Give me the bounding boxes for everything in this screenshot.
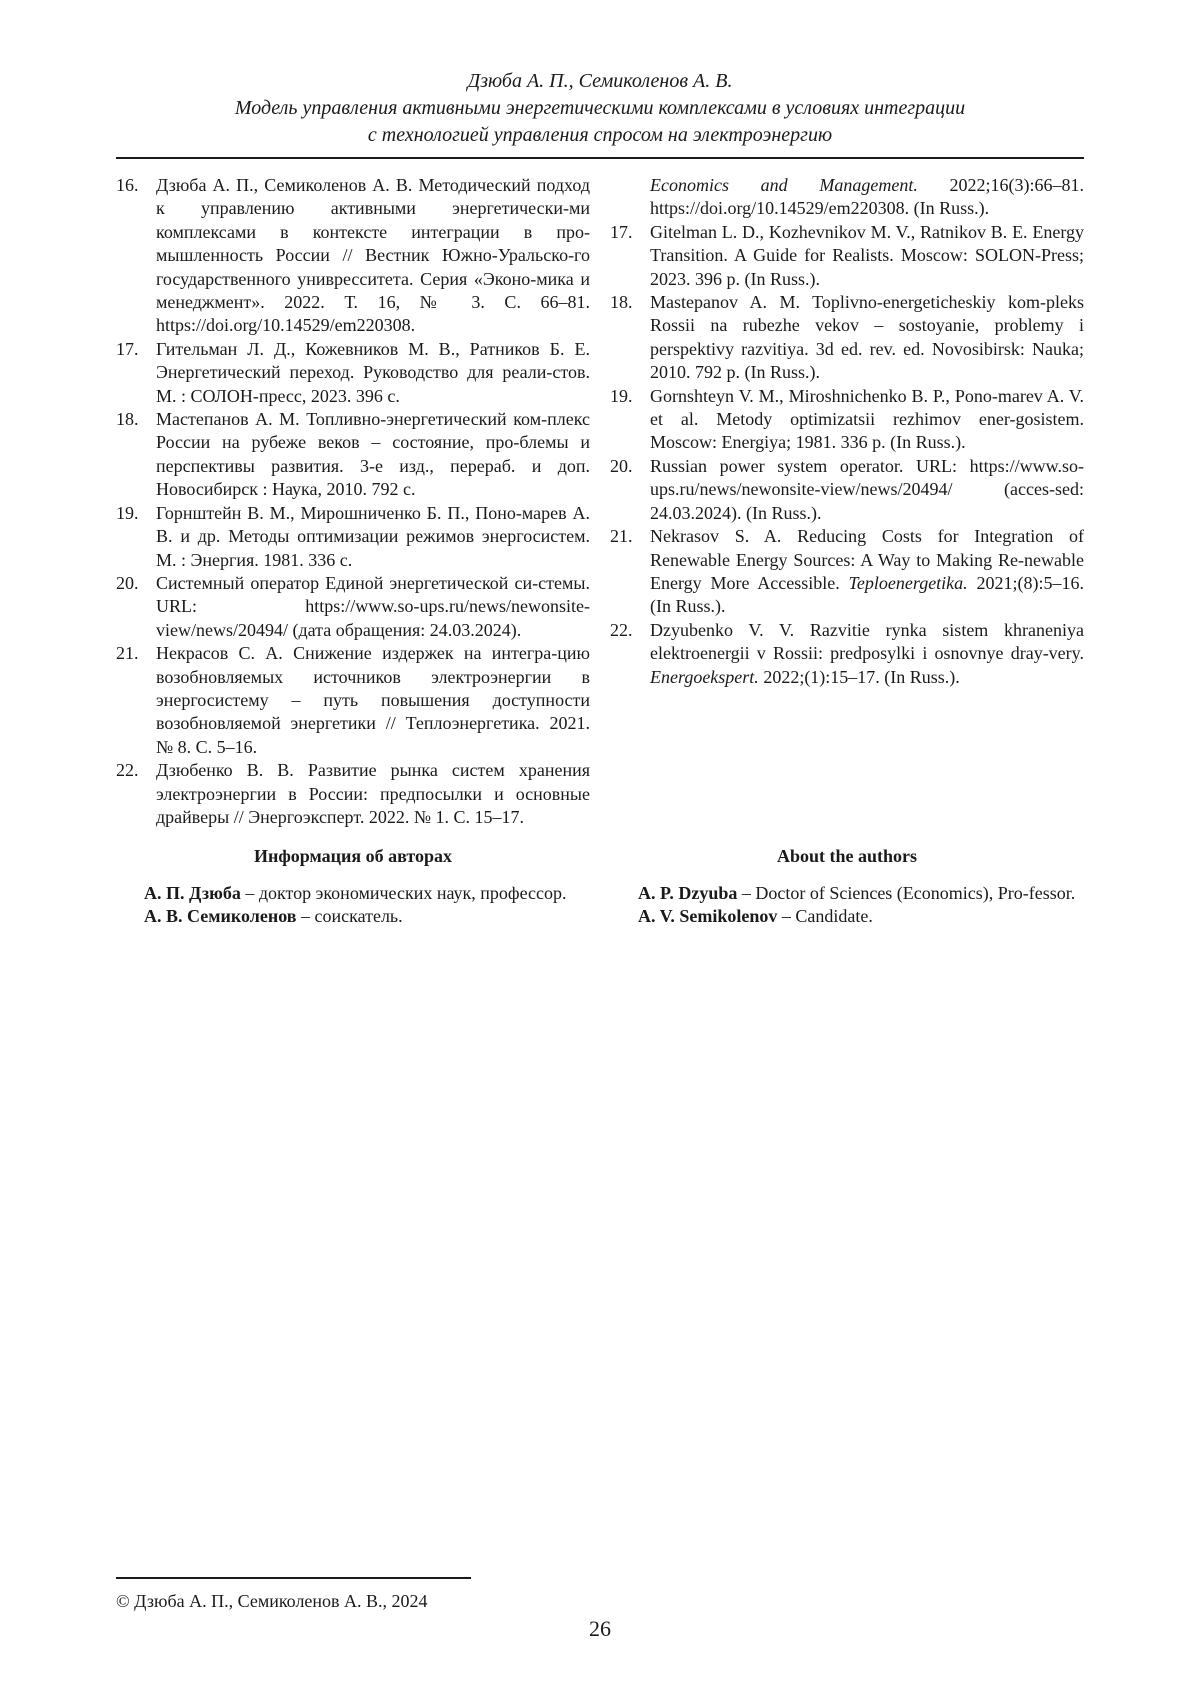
journal-title: Energoekspert. (650, 666, 759, 687)
reference-text-part: 2021;(8):5–16. (In Russ.). (650, 572, 1084, 617)
author-description: – соискатель. (296, 906, 403, 927)
header-title-line1: Модель управления активными энергетическими комплексами в условиях интеграции (234, 97, 966, 119)
reference-text: Mastepanov A. M. Toplivno-energeticheskiy kom-pleks Rossii na rubezhe vekov – sostoyanie, problemy i perspektivy razvitiya. 3d ed. rev. ed. Novosibirsk: Nauka; 2010. 792 p. (In Russ.). (650, 292, 1084, 383)
author-name: А. П. Дзюба (144, 883, 241, 903)
author-entry (610, 882, 1084, 905)
footnote-divider (116, 1577, 471, 1579)
reference-item (116, 642, 590, 759)
reference-text-part: Dzyubenko V. V. Razvitie rynka sistem khraneniya elektroenergii v Rossii: predposylki i osnovnye dray-very. (650, 619, 1084, 664)
header-authors: Дзюба А. П., Семиколенов А. В. (467, 70, 733, 92)
reference-text: Дзюба А. П., Семиколенов А. В. Методический подход к управлению активными энергетически-ми комплексами в контексте интеграции в про-мышленность России // Вестник Южно-Уральско-го государственного унивресситета. Серия «Эконо-мика и менеджмент». 2022. Т. 16, № 3. С. 66–81. https://doi.org/10.14529/em220308. (156, 175, 590, 336)
reference-text: Некрасов С. А. Снижение издержек на интегра-цию возобновляемых источников электроэнергии в энергосистему – путь повышения доступности возобновляемой энергетики // Теплоэнергетика. 2021. № 8. С. 5–16. (156, 643, 590, 757)
reference-item (116, 408, 590, 502)
header-divider (116, 157, 1084, 159)
reference-number: 21. (610, 526, 633, 547)
reference-number: 17. (116, 338, 139, 359)
reference-item (610, 221, 1084, 291)
author-name: A. V. Semikolenov (638, 906, 778, 927)
reference-text (650, 525, 1084, 619)
journal-title: Teploenergetika. (848, 572, 968, 593)
reference-number: 22. (116, 760, 139, 781)
reference-text-part: Nekrasov S. A. Reducing Costs for Integration of Renewable Energy Sources: A Way to Making Re-newable Energy More Accessible. (650, 526, 1084, 593)
references-ru (116, 174, 590, 829)
reference-number: 21. (116, 643, 139, 664)
reference-text: Gornshteyn V. M., Miroshnichenko B. P., Pono-marev A. V. et al. Metody optimizatsii rezhimov ener-gosistem. Moscow: Energiya; 1981. 336 p. (In Russ.). (650, 385, 1084, 453)
reference-item (116, 174, 590, 338)
reference-item (610, 385, 1084, 455)
author-description: – Doctor of Sciences (Economics), Pro-fessor. (737, 883, 1076, 903)
reference-item (610, 455, 1084, 525)
author-description: – Candidate. (777, 906, 873, 927)
reference-text: 2022;16(3):66–81. https://doi.org/10.14529/em220308. (In Russ.). (650, 175, 1085, 219)
reference-text: Горнштейн В. М., Мирошниченко Б. П., Поно-марев А. В. и др. Методы оптимизации режимов энергосистем. М. : Энергия. 1981. 336 с. (156, 502, 590, 570)
journal-title: Economics and Management. (650, 175, 918, 195)
running-header (116, 68, 1084, 149)
author-entry (116, 905, 590, 928)
reference-item (610, 619, 1084, 689)
reference-text: Дзюбенко В. В. Развитие рынка систем хранения электроэнергии в России: предпосылки и основные драйверы // Энергоэксперт. 2022. № 1. С. 15–17. (156, 760, 590, 827)
reference-number: 18. (610, 292, 633, 313)
reference-number: 20. (116, 572, 139, 593)
copyright: © Дзюба А. П., Семиколенов А. В., 2024 (116, 1591, 428, 1611)
reference-item (116, 502, 590, 572)
author-name: А. В. Семиколенов (144, 906, 297, 927)
reference-number: 17. (610, 221, 633, 242)
header-title-line2: с технологией управления спросом на электроэнергию (367, 124, 833, 146)
reference-item (610, 525, 1084, 619)
reference-number: 22. (610, 619, 633, 640)
authors-ru (116, 882, 590, 929)
reference-text: Гительман Л. Д., Кожевников М. В., Ратников Б. Е. Энергетический переход. Руководство для реали-стов. М. : СОЛОН-пресс, 2023. 396 с. (156, 338, 590, 406)
reference-text: Мастепанов А. М. Топливно-энергетический ком-плекс России на рубеже веков – состояние, про-блемы и перспективы развития. 3-е изд., перераб. и доп. Новосибирск : Наука, 2010. 792 с. (156, 409, 590, 500)
authors-ru-title: Информация об авторах (253, 846, 453, 866)
reference-item (610, 291, 1084, 385)
reference-item (116, 759, 590, 829)
reference-text: Gitelman L. D., Kozhevnikov M. V., Ratnikov B. E. Energy Transition. A Guide for Realists. Moscow: SOLON-Press; 2023. 396 p. (In Russ.). (650, 221, 1084, 289)
reference-number: 18. (116, 409, 139, 430)
reference-number: 19. (116, 502, 139, 523)
reference-continuation (610, 174, 1084, 221)
reference-item (116, 572, 590, 642)
page-number: 26 (589, 1616, 611, 1641)
author-name: A. P. Dzyuba (638, 883, 738, 903)
reference-text-part: 2022;(1):15–17. (In Russ.). (758, 666, 960, 687)
author-entry (116, 882, 590, 905)
reference-number: 19. (610, 385, 633, 406)
reference-number: 16. (116, 175, 139, 195)
authors-en-title: About the authors (776, 846, 918, 866)
reference-text (650, 619, 1084, 689)
references-en (610, 174, 1084, 689)
author-description: – доктор экономических наук, профессор. (240, 883, 567, 903)
reference-text: Russian power system operator. URL: https://www.so-ups.ru/news/newonsite-view/news/20494/ (acces-sed: 24.03.2024). (In Russ.). (650, 455, 1084, 523)
reference-number: 20. (610, 455, 633, 476)
reference-text: Системный оператор Единой энергетической си-стемы. URL: https://www.so-ups.ru/news/newonsite-view/news/20494/ (дата обращения: 24.03.2024). (156, 572, 590, 640)
authors-en (610, 882, 1084, 929)
reference-item (116, 338, 590, 408)
author-entry (610, 905, 1084, 928)
